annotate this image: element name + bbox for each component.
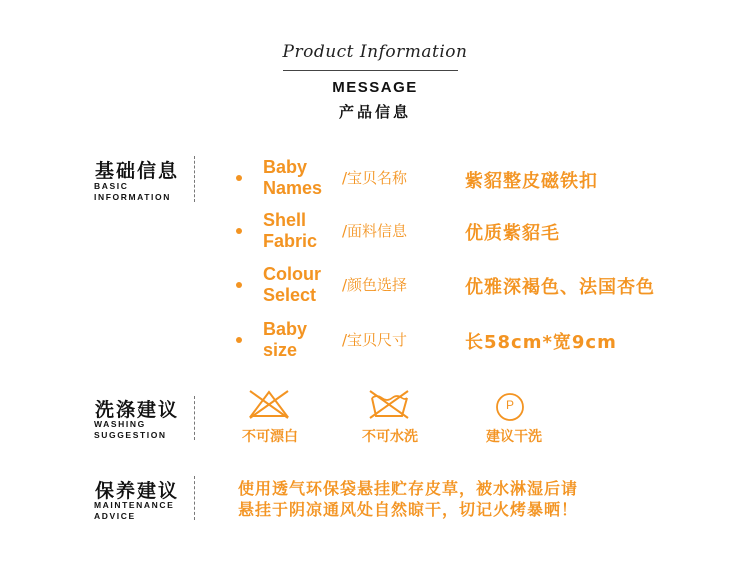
basic-subtitle-line2: INFORMATION — [94, 192, 171, 202]
washing-section-title: 洗涤建议 — [95, 399, 180, 421]
row-label-en — [263, 210, 317, 252]
no-bleach-caption: 不可漂白 — [242, 429, 298, 445]
row-label-en — [263, 264, 321, 306]
basic-section-title: 基础信息 — [95, 160, 180, 182]
header-en-title: MESSAGE — [332, 79, 418, 96]
care-subtitle-line2: ADVICE — [94, 511, 136, 521]
bullet-icon — [236, 175, 242, 181]
care-section-title: 保养建议 — [95, 480, 180, 502]
row-label-en-line2: Names — [263, 178, 323, 198]
header-divider — [283, 70, 458, 71]
header-script-title: Product Information — [282, 42, 468, 62]
basic-divider — [194, 156, 195, 202]
row-label-zh: /面料信息 — [342, 222, 408, 240]
no-bleach-icon — [247, 388, 291, 420]
basic-subtitle-line1: BASIC — [94, 181, 129, 191]
dry-clean-symbol: P — [505, 398, 514, 412]
row-label-en-line1: Baby — [263, 319, 308, 339]
row-value: 紫貂整皮磁铁扣 — [465, 171, 598, 192]
row-value: 优雅深褐色、法国杏色 — [465, 277, 655, 298]
washing-divider — [194, 396, 195, 440]
row-label-en-line1: Baby — [263, 157, 308, 177]
row-label-en-line2: Select — [263, 285, 317, 305]
dry-clean-p-icon — [494, 391, 526, 423]
row-value: 优质紫貂毛 — [465, 223, 560, 244]
header-zh-title: 产品信息 — [338, 103, 411, 121]
row-label-zh: /颜色选择 — [342, 276, 408, 294]
no-water-wash-icon — [367, 388, 411, 420]
bullet-icon — [236, 337, 242, 343]
row-label-en — [263, 157, 322, 199]
care-divider — [194, 476, 195, 520]
row-label-en-line1: Shell — [263, 210, 307, 230]
row-label-en — [263, 319, 307, 361]
bullet-icon — [236, 228, 242, 234]
care-advice-line2: 悬挂于阴凉通风处自然晾干，切记火烤暴晒！ — [238, 500, 579, 519]
row-label-en-line1: Colour — [263, 264, 321, 284]
care-section-subtitle — [94, 500, 174, 522]
washing-section-subtitle — [94, 419, 167, 441]
care-advice-line1: 使用透气环保袋悬挂贮存皮草，被水淋湿后请 — [238, 479, 579, 498]
no-water-wash-caption: 不可水洗 — [362, 429, 418, 445]
row-label-zh: /宝贝尺寸 — [342, 331, 408, 349]
care-advice-text — [238, 478, 578, 520]
care-subtitle-line1: MAINTENANCE — [94, 500, 175, 510]
row-label-zh: /宝贝名称 — [342, 169, 408, 187]
row-value: 长58cm*宽9cm — [465, 332, 617, 353]
washing-subtitle-line2: SUGGESTION — [94, 430, 167, 440]
washing-subtitle-line1: WASHING — [94, 419, 146, 429]
basic-section-subtitle — [94, 181, 171, 203]
row-label-en-line2: size — [263, 340, 298, 360]
dry-clean-caption: 建议干洗 — [486, 429, 542, 445]
row-label-en-line2: Fabric — [263, 231, 318, 251]
bullet-icon — [236, 282, 242, 288]
